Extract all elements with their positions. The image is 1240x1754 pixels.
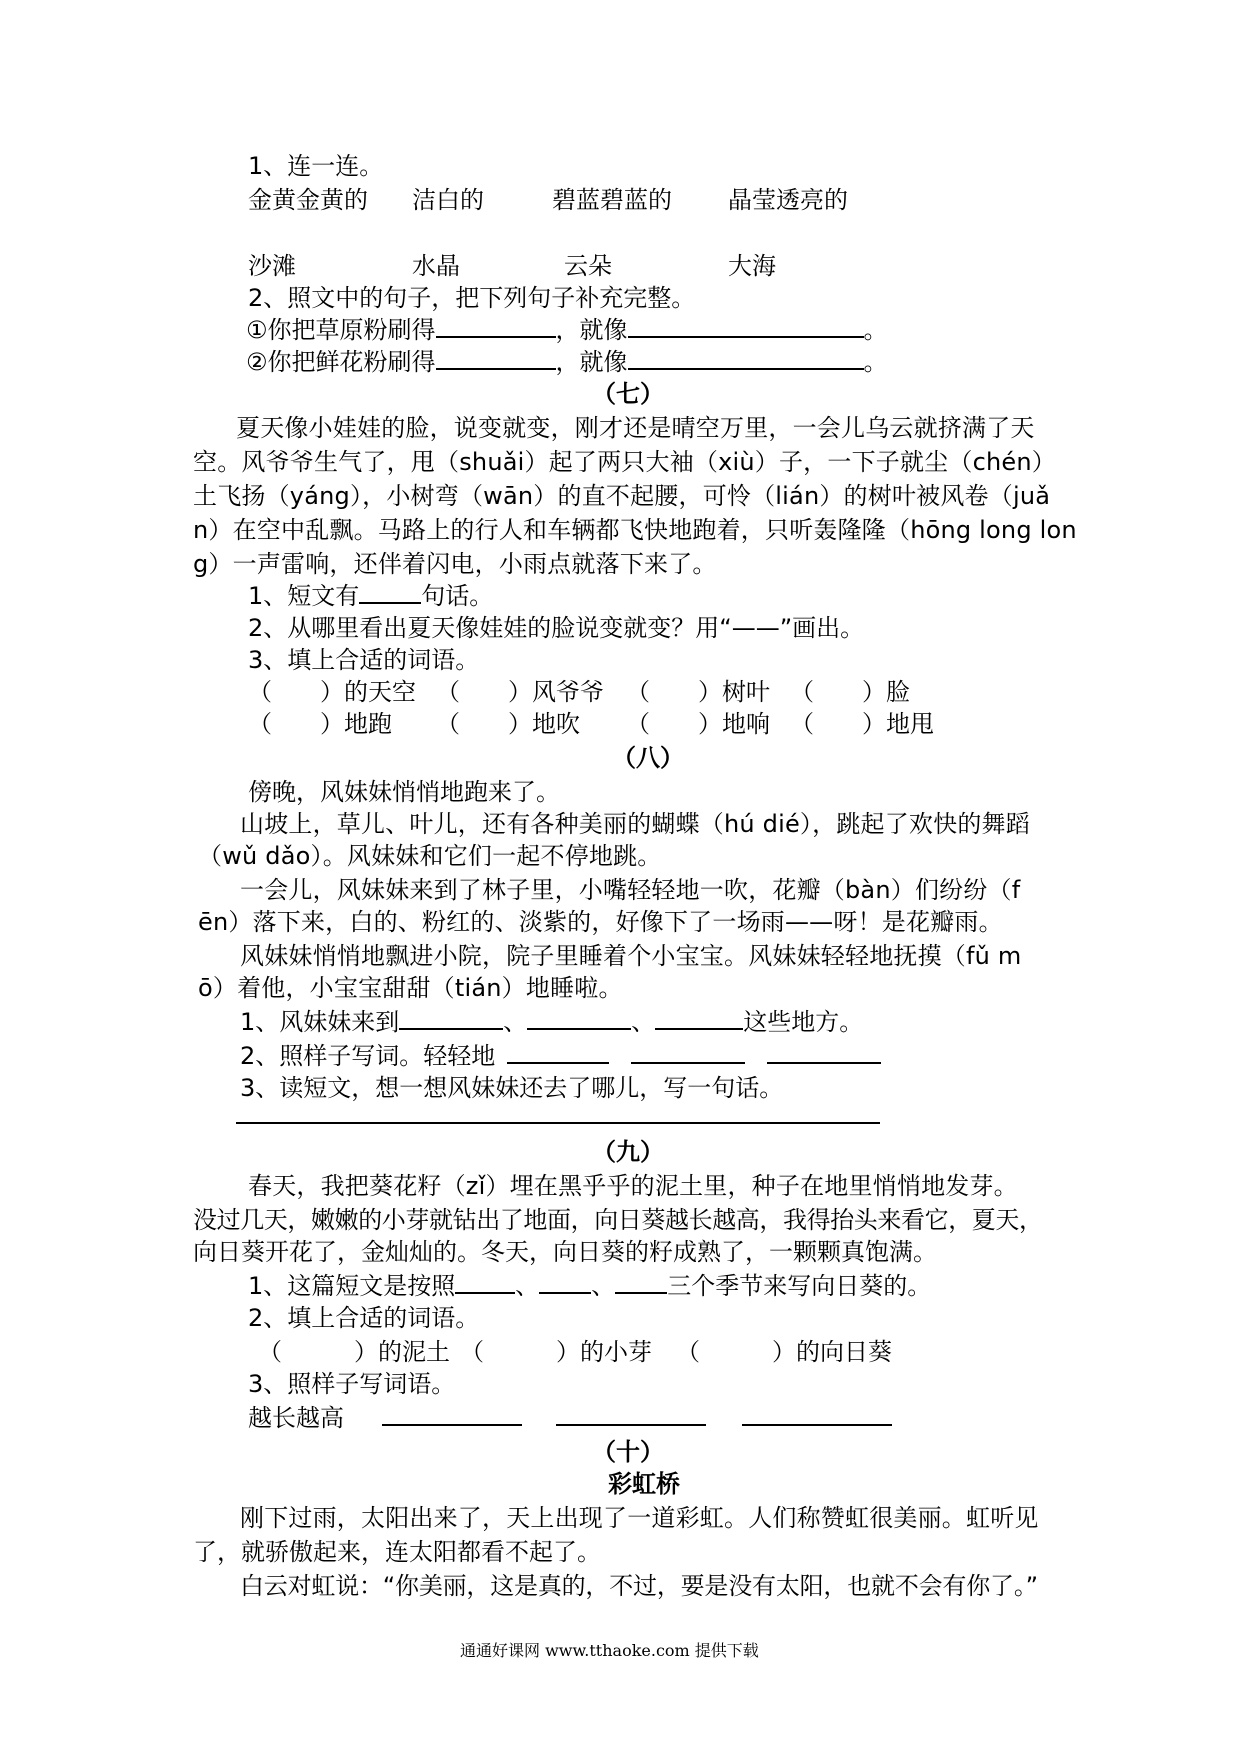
- blank-line[interactable]: [556, 1404, 706, 1426]
- blank-line[interactable]: [382, 1404, 522, 1426]
- s9-example: 越长越高: [248, 1402, 892, 1434]
- s9-q3: 3、照样子写词语。: [248, 1370, 456, 1398]
- s6-word-bottom-2: 水晶: [412, 252, 460, 280]
- s7-para-line: 土飞扬（yáng），小树弯（wān）的直不起腰，可怜（lián）的树叶被风卷（juǎ: [193, 482, 1051, 510]
- blank-line[interactable]: [628, 348, 864, 370]
- s8-q1: 1、风妹妹来到 、 、 这些地方。: [240, 1008, 864, 1036]
- s9-para-line: 没过几天，嫩嫩的小芽就钻出了地面，向日葵越长越高，我得抬头来看它，夏天，: [193, 1206, 1043, 1234]
- blank-line[interactable]: [631, 1042, 745, 1064]
- s6-word-bottom-4: 大海: [728, 252, 776, 280]
- story-title: 彩虹桥: [608, 1470, 680, 1498]
- s6-q1: 1、连一连。: [248, 152, 384, 180]
- blank-line[interactable]: [539, 1272, 591, 1294]
- s7-fill-4[interactable]: （ ）脸: [790, 678, 910, 706]
- s8-para-line: 山坡上，草儿、叶儿，还有各种美丽的蝴蝶（hú dié），跳起了欢快的舞蹈: [240, 810, 1030, 838]
- s8-para-line: 傍晚，风妹妹悄悄地跑来了。: [248, 778, 560, 806]
- s7-q2: 2、从哪里看出夏天像娃娃的脸说变就变？用“——”画出。: [248, 614, 865, 642]
- s8-para-line: 风妹妹悄悄地飘进小院，院子里睡着个小宝宝。风妹妹轻轻地抚摸（fǔ m: [240, 942, 1022, 970]
- s10-para-line: 白云对虹说：“你美丽，这是真的，不过，要是没有太阳，也就不会有你了。”: [240, 1572, 1038, 1600]
- s6-word-top-2: 洁白的: [412, 186, 484, 214]
- s7-q1: 1、短文有 句话。: [248, 582, 494, 610]
- s8-para-line: 一会儿，风妹妹来到了林子里，小嘴轻轻地一吹，花瓣（bàn）们纷纷（f: [240, 876, 1021, 904]
- s7-fill-7[interactable]: （ ）地响: [626, 710, 770, 738]
- s8-q3: 3、读短文，想一想风妹妹还去了哪儿，写一句话。: [240, 1074, 784, 1102]
- s9-q1: 1、这篇短文是按照 、 、 三个季节来写向日葵的。: [248, 1272, 932, 1300]
- s10-para-line: 了，就骄傲起来，连太阳都看不起了。: [193, 1538, 601, 1566]
- s7-fill-3[interactable]: （ ）树叶: [626, 678, 770, 706]
- s6-word-top-1: 金黄金黄的: [248, 186, 368, 214]
- s6-sentence-2: ②你把鲜花粉刷得 ，就像 。: [246, 348, 888, 376]
- s9-q2: 2、填上合适的词语。: [248, 1304, 480, 1332]
- blank-line[interactable]: [399, 1008, 503, 1030]
- s7-fill-1[interactable]: （ ）的天空: [248, 678, 416, 706]
- s7-para-line: n）在空中乱飘。马路上的行人和车辆都飞快地跑着，只听轰隆隆（hōng long lon: [193, 516, 1077, 544]
- s7-para-line: 空。风爷爷生气了，甩（shuǎi）起了两只大袖（xiù）子，一下子就尘（chén）: [193, 448, 1056, 476]
- s8-q2: 2、照样子写词。轻轻地: [240, 1040, 881, 1072]
- blank-line[interactable]: [455, 1272, 515, 1294]
- s6-word-top-4: 晶莹透亮的: [728, 186, 848, 214]
- s9-fill-2[interactable]: （ ）的小芽: [460, 1338, 652, 1366]
- s8-para-line: ō）着他，小宝宝甜甜（tián）地睡啦。: [198, 974, 623, 1002]
- s7-fill-2[interactable]: （ ）风爷爷: [436, 678, 604, 706]
- blank-line[interactable]: [655, 1008, 743, 1030]
- s6-word-top-3: 碧蓝碧蓝的: [552, 186, 672, 214]
- footer-credit: 通通好课网 www.tthaoke.com 提供下载: [460, 1641, 759, 1660]
- s7-fill-5[interactable]: （ ）地跑: [248, 710, 392, 738]
- section-10-heading: （十）: [592, 1438, 664, 1466]
- blank-line[interactable]: [527, 1008, 631, 1030]
- blank-line[interactable]: [628, 316, 864, 338]
- s9-fill-1[interactable]: （ ）的泥土: [258, 1338, 450, 1366]
- s9-para-line: 春天，我把葵花籽（zǐ）埋在黑乎乎的泥土里，种子在地里悄悄地发芽。: [248, 1172, 1018, 1200]
- s9-para-line: 向日葵开花了，金灿灿的。冬天，向日葵的籽成熟了，一颗颗真饱满。: [193, 1238, 937, 1266]
- blank-line[interactable]: [615, 1272, 667, 1294]
- blank-line[interactable]: [742, 1404, 892, 1426]
- s8-para-line: ēn）落下来，白的、粉红的、淡紫的，好像下了一场雨——呀！是花瓣雨。: [198, 908, 1003, 936]
- section-9-heading: （九）: [592, 1138, 664, 1166]
- s7-fill-8[interactable]: （ ）地甩: [790, 710, 934, 738]
- s7-q3: 3、填上合适的词语。: [248, 646, 480, 674]
- s6-word-bottom-3: 云朵: [564, 252, 612, 280]
- s9-fill-3[interactable]: （ ）的向日葵: [676, 1338, 892, 1366]
- answer-line[interactable]: [236, 1122, 880, 1124]
- s6-q2: 2、照文中的句子，把下列句子补充完整。: [248, 284, 696, 312]
- s8-para-line: （wǔ dǎo）。风妹妹和它们一起不停地跳。: [198, 842, 662, 870]
- blank-line[interactable]: [436, 348, 556, 370]
- s10-para-line: 刚下过雨，太阳出来了，天上出现了一道彩虹。人们称赞虹很美丽。虹听见: [240, 1504, 1039, 1532]
- s7-para-line: 夏天像小娃娃的脸，说变就变，刚才还是晴空万里，一会儿乌云就挤满了天: [236, 414, 1035, 442]
- blank-line[interactable]: [767, 1042, 881, 1064]
- blank-line[interactable]: [436, 316, 556, 338]
- blank-line[interactable]: [359, 582, 421, 604]
- s7-fill-6[interactable]: （ ）地吹: [436, 710, 580, 738]
- s6-word-bottom-1: 沙滩: [248, 252, 296, 280]
- section-7-heading: （七）: [592, 380, 664, 408]
- blank-line[interactable]: [507, 1042, 609, 1064]
- section-8-heading: （八）: [612, 744, 684, 772]
- s7-para-line: g）一声雷响，还伴着闪电，小雨点就落下来了。: [193, 550, 717, 578]
- s6-sentence-1: ①你把草原粉刷得 ，就像 。: [246, 316, 888, 344]
